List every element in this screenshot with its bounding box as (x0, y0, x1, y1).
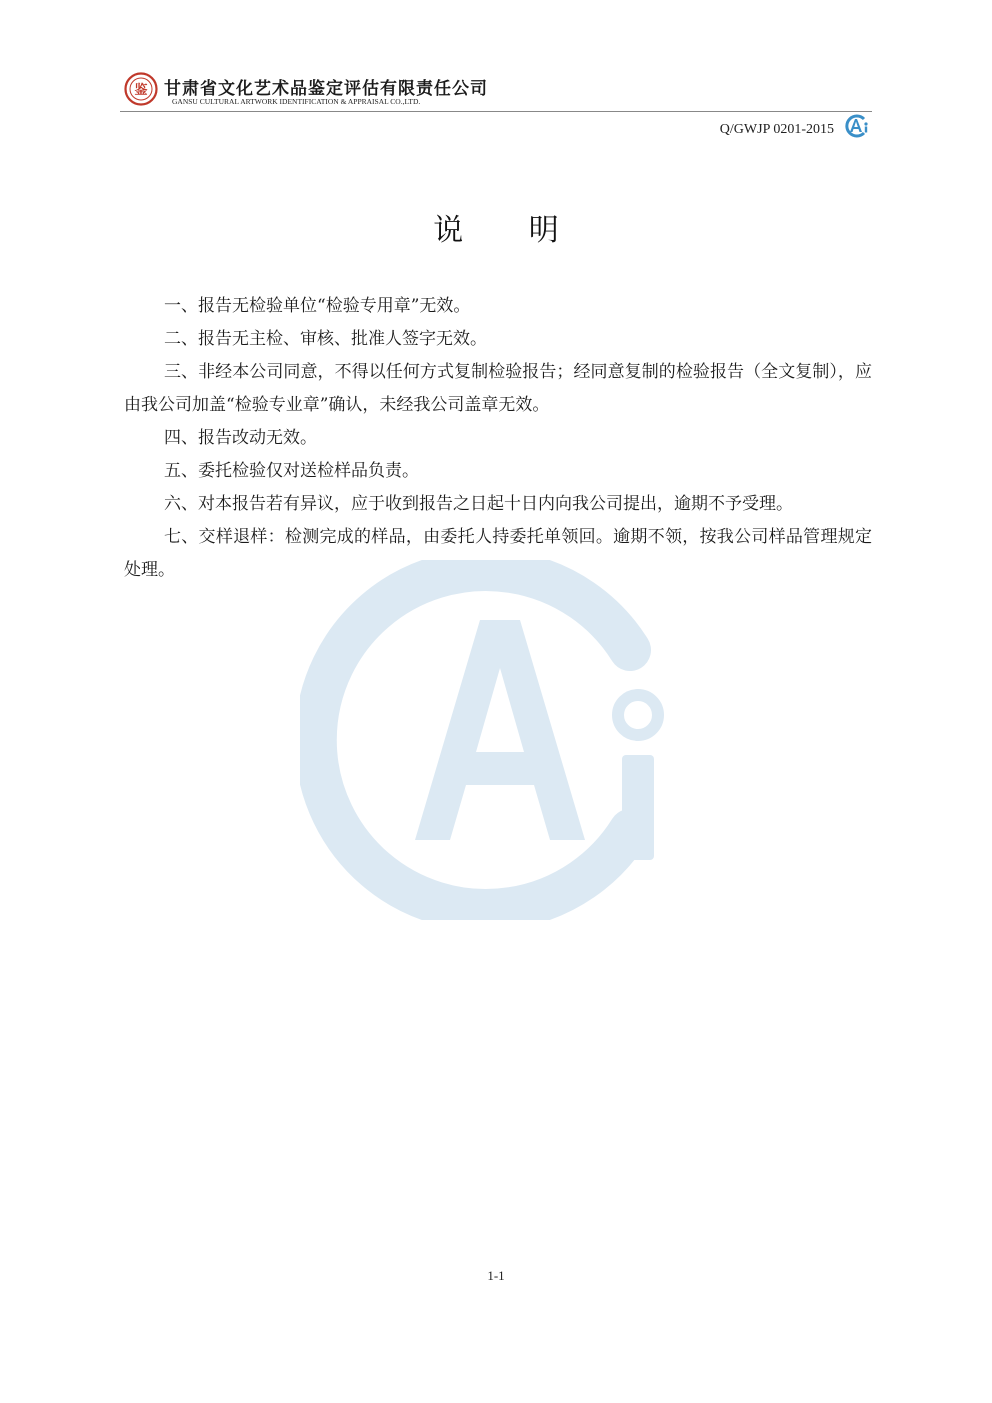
instruction-item-3: 三、非经本公司同意，不得以任何方式复制检验报告；经同意复制的检验报告（全文复制），应由我公司加盖“检验专业章”确认，未经我公司盖章无效。 (124, 362, 872, 415)
ai-watermark-icon (300, 560, 700, 920)
document-code: Q/GWJP 0201-2015 (719, 122, 834, 137)
logo-mark: 鉴 (134, 83, 148, 98)
instruction-item-4: 四、报告改动无效。 (164, 428, 317, 448)
ai-logo-icon (843, 114, 870, 138)
page-title: 说 明 (433, 213, 587, 248)
instructions-body (124, 290, 872, 587)
company-name: 甘肃省文化艺术品鉴定评估有限责任公司 (164, 79, 488, 99)
instruction-item-5: 五、委托检验仅对送检样品负责。 (164, 461, 419, 481)
company-seal-icon (124, 72, 158, 106)
instruction-item-7: 七、交样退样：检测完成的样品，由委托人持委托单领回。逾期不领，按我公司样品管理规定处理。 (124, 527, 872, 580)
instruction-item-6: 六、对本报告若有异议，应于收到报告之日起十日内向我公司提出，逾期不予受理。 (164, 494, 793, 514)
page-header (120, 70, 872, 112)
header-divider (120, 111, 872, 112)
page-number: 1-1 (487, 1268, 505, 1283)
instruction-item-2: 二、报告无主检、审核、批准人签字无效。 (164, 329, 487, 349)
instruction-item-1: 一、报告无检验单位“检验专用章”无效。 (164, 296, 471, 316)
company-name-en: GANSU CULTURAL ARTWORK IDENTIFICATION & APPRAISAL CO.,LTD. (172, 97, 421, 106)
